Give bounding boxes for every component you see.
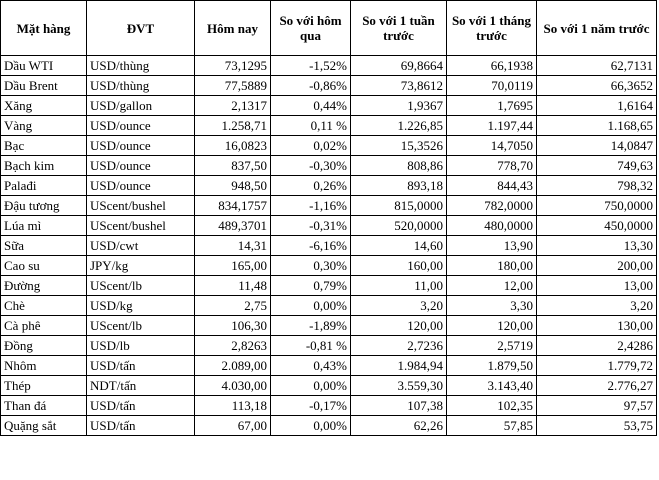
- cell-vs-month: 66,1938: [447, 56, 537, 76]
- cell-vs-yesterday: -6,16%: [271, 236, 351, 256]
- table-row: [1, 356, 657, 376]
- table-row: [1, 316, 657, 336]
- table-row: [1, 96, 657, 116]
- cell-vs-week: 1,9367: [351, 96, 447, 116]
- cell-commodity: Nhôm: [1, 356, 87, 376]
- cell-vs-yesterday: 0,11 %: [271, 116, 351, 136]
- cell-today: 11,48: [195, 276, 271, 296]
- table-row: [1, 136, 657, 156]
- cell-vs-year: 2,4286: [537, 336, 657, 356]
- cell-commodity: Đường: [1, 276, 87, 296]
- table-row: [1, 256, 657, 276]
- cell-unit: USD/tấn: [87, 396, 195, 416]
- cell-unit: UScent/lb: [87, 316, 195, 336]
- cell-vs-year: 53,75: [537, 416, 657, 436]
- cell-vs-yesterday: -0,81 %: [271, 336, 351, 356]
- cell-vs-week: 69,8664: [351, 56, 447, 76]
- cell-vs-month: 13,90: [447, 236, 537, 256]
- cell-today: 16,0823: [195, 136, 271, 156]
- cell-vs-yesterday: -0,31%: [271, 216, 351, 236]
- cell-unit: USD/ounce: [87, 176, 195, 196]
- header-vs-week: So với 1 tuần trước: [351, 1, 447, 56]
- cell-today: 77,5889: [195, 76, 271, 96]
- cell-today: 106,30: [195, 316, 271, 336]
- cell-vs-month: 480,0000: [447, 216, 537, 236]
- cell-vs-year: 130,00: [537, 316, 657, 336]
- cell-vs-week: 73,8612: [351, 76, 447, 96]
- table-row: [1, 156, 657, 176]
- cell-unit: USD/gallon: [87, 96, 195, 116]
- cell-unit: UScent/bushel: [87, 216, 195, 236]
- cell-vs-month: 782,0000: [447, 196, 537, 216]
- cell-vs-week: 815,0000: [351, 196, 447, 216]
- cell-vs-year: 450,0000: [537, 216, 657, 236]
- cell-commodity: Đồng: [1, 336, 87, 356]
- cell-vs-year: 1,6164: [537, 96, 657, 116]
- cell-vs-year: 97,57: [537, 396, 657, 416]
- cell-commodity: Lúa mì: [1, 216, 87, 236]
- cell-vs-month: 1.879,50: [447, 356, 537, 376]
- table-row: [1, 236, 657, 256]
- cell-vs-year: 3,20: [537, 296, 657, 316]
- header-vs-yesterday: So với hôm qua: [271, 1, 351, 56]
- cell-vs-year: 200,00: [537, 256, 657, 276]
- cell-vs-week: 1.226,85: [351, 116, 447, 136]
- cell-vs-year: 62,7131: [537, 56, 657, 76]
- cell-unit: USD/thùng: [87, 76, 195, 96]
- cell-vs-week: 2,7236: [351, 336, 447, 356]
- cell-vs-week: 120,00: [351, 316, 447, 336]
- cell-vs-month: 1.197,44: [447, 116, 537, 136]
- cell-unit: USD/tấn: [87, 356, 195, 376]
- cell-today: 73,1295: [195, 56, 271, 76]
- cell-today: 489,3701: [195, 216, 271, 236]
- cell-unit: UScent/bushel: [87, 196, 195, 216]
- cell-vs-month: 3,30: [447, 296, 537, 316]
- cell-vs-yesterday: -1,16%: [271, 196, 351, 216]
- cell-commodity: Than đá: [1, 396, 87, 416]
- cell-today: 2,75: [195, 296, 271, 316]
- cell-vs-year: 750,0000: [537, 196, 657, 216]
- cell-vs-yesterday: 0,44%: [271, 96, 351, 116]
- cell-commodity: Bạc: [1, 136, 87, 156]
- table-row: [1, 276, 657, 296]
- cell-vs-week: 893,18: [351, 176, 447, 196]
- cell-unit: USD/cwt: [87, 236, 195, 256]
- cell-vs-week: 14,60: [351, 236, 447, 256]
- table-row: [1, 376, 657, 396]
- cell-today: 165,00: [195, 256, 271, 276]
- header-vs-year: So với 1 năm trước: [537, 1, 657, 56]
- cell-vs-week: 520,0000: [351, 216, 447, 236]
- cell-vs-week: 160,00: [351, 256, 447, 276]
- cell-today: 67,00: [195, 416, 271, 436]
- cell-vs-yesterday: 0,79%: [271, 276, 351, 296]
- cell-today: 948,50: [195, 176, 271, 196]
- cell-vs-year: 798,32: [537, 176, 657, 196]
- cell-unit: USD/ounce: [87, 136, 195, 156]
- cell-vs-week: 11,00: [351, 276, 447, 296]
- table-row: [1, 176, 657, 196]
- header-commodity: Mặt hàng: [1, 1, 87, 56]
- cell-commodity: Vàng: [1, 116, 87, 136]
- cell-unit: UScent/lb: [87, 276, 195, 296]
- cell-vs-year: 2.776,27: [537, 376, 657, 396]
- cell-commodity: Palađi: [1, 176, 87, 196]
- cell-commodity: Chè: [1, 296, 87, 316]
- cell-vs-year: 66,3652: [537, 76, 657, 96]
- cell-vs-month: 70,0119: [447, 76, 537, 96]
- table-row: [1, 296, 657, 316]
- cell-unit: JPY/kg: [87, 256, 195, 276]
- header-unit: ĐVT: [87, 1, 195, 56]
- cell-vs-yesterday: -0,86%: [271, 76, 351, 96]
- cell-today: 113,18: [195, 396, 271, 416]
- header-row: [1, 1, 657, 56]
- cell-unit: USD/tấn: [87, 416, 195, 436]
- table-row: [1, 396, 657, 416]
- cell-unit: USD/thùng: [87, 56, 195, 76]
- cell-today: 2,1317: [195, 96, 271, 116]
- table-row: [1, 416, 657, 436]
- cell-commodity: Bạch kim: [1, 156, 87, 176]
- header-vs-month: So với 1 tháng trước: [447, 1, 537, 56]
- cell-vs-month: 180,00: [447, 256, 537, 276]
- cell-vs-month: 14,7050: [447, 136, 537, 156]
- cell-today: 14,31: [195, 236, 271, 256]
- cell-vs-month: 120,00: [447, 316, 537, 336]
- cell-vs-yesterday: -1,52%: [271, 56, 351, 76]
- cell-vs-yesterday: -0,17%: [271, 396, 351, 416]
- cell-vs-week: 3.559,30: [351, 376, 447, 396]
- cell-vs-month: 102,35: [447, 396, 537, 416]
- cell-vs-yesterday: 0,00%: [271, 416, 351, 436]
- cell-vs-yesterday: 0,30%: [271, 256, 351, 276]
- cell-today: 1.258,71: [195, 116, 271, 136]
- cell-vs-week: 3,20: [351, 296, 447, 316]
- cell-vs-month: 57,85: [447, 416, 537, 436]
- cell-unit: NDT/tấn: [87, 376, 195, 396]
- cell-commodity: Quặng sắt: [1, 416, 87, 436]
- cell-vs-month: 844,43: [447, 176, 537, 196]
- cell-today: 834,1757: [195, 196, 271, 216]
- table-row: [1, 116, 657, 136]
- cell-vs-month: 2,5719: [447, 336, 537, 356]
- cell-unit: USD/kg: [87, 296, 195, 316]
- table-row: [1, 216, 657, 236]
- cell-commodity: Xăng: [1, 96, 87, 116]
- cell-unit: USD/ounce: [87, 156, 195, 176]
- cell-vs-yesterday: 0,00%: [271, 376, 351, 396]
- table-row: [1, 196, 657, 216]
- table-row: [1, 336, 657, 356]
- cell-commodity: Thép: [1, 376, 87, 396]
- cell-vs-year: 1.168,65: [537, 116, 657, 136]
- cell-vs-week: 107,38: [351, 396, 447, 416]
- cell-commodity: Đậu tương: [1, 196, 87, 216]
- cell-commodity: Cao su: [1, 256, 87, 276]
- cell-today: 2,8263: [195, 336, 271, 356]
- cell-vs-yesterday: 0,26%: [271, 176, 351, 196]
- cell-vs-year: 13,30: [537, 236, 657, 256]
- cell-today: 4.030,00: [195, 376, 271, 396]
- cell-vs-yesterday: 0,00%: [271, 296, 351, 316]
- cell-today: 837,50: [195, 156, 271, 176]
- cell-vs-yesterday: -1,89%: [271, 316, 351, 336]
- cell-vs-week: 62,26: [351, 416, 447, 436]
- cell-vs-month: 778,70: [447, 156, 537, 176]
- cell-vs-yesterday: 0,43%: [271, 356, 351, 376]
- cell-unit: USD/ounce: [87, 116, 195, 136]
- cell-vs-week: 15,3526: [351, 136, 447, 156]
- cell-vs-month: 3.143,40: [447, 376, 537, 396]
- cell-today: 2.089,00: [195, 356, 271, 376]
- cell-vs-week: 808,86: [351, 156, 447, 176]
- cell-commodity: Cà phê: [1, 316, 87, 336]
- cell-vs-year: 13,00: [537, 276, 657, 296]
- cell-commodity: Sữa: [1, 236, 87, 256]
- cell-vs-year: 749,63: [537, 156, 657, 176]
- header-today: Hôm nay: [195, 1, 271, 56]
- table-row: [1, 76, 657, 96]
- cell-unit: USD/lb: [87, 336, 195, 356]
- cell-vs-month: 12,00: [447, 276, 537, 296]
- cell-vs-year: 14,0847: [537, 136, 657, 156]
- cell-vs-month: 1,7695: [447, 96, 537, 116]
- cell-vs-week: 1.984,94: [351, 356, 447, 376]
- cell-vs-yesterday: -0,30%: [271, 156, 351, 176]
- table-row: [1, 56, 657, 76]
- cell-commodity: Dầu Brent: [1, 76, 87, 96]
- cell-commodity: Dầu WTI: [1, 56, 87, 76]
- cell-vs-yesterday: 0,02%: [271, 136, 351, 156]
- cell-vs-year: 1.779,72: [537, 356, 657, 376]
